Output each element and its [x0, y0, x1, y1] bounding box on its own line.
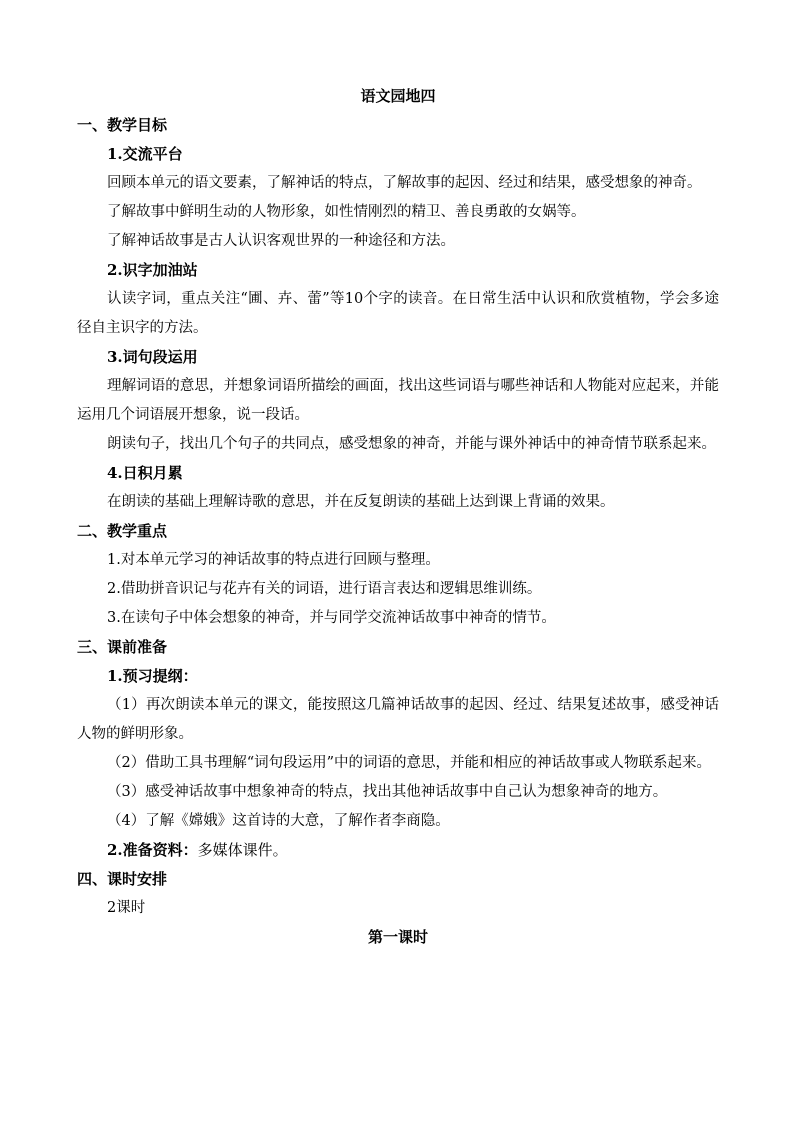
paragraph: 3.在读句子中体会想象的神奇，并与同学交流神话故事中神奇的情节。 — [107, 610, 556, 626]
section-heading: 一、教学目标 — [77, 116, 168, 134]
section-heading: 三、课前准备 — [77, 638, 168, 656]
paragraph: 1.对本单元学习的神话故事的特点进行回顾与整理。 — [107, 552, 440, 568]
paragraph: 认读字词，重点关注“圃、卉、蕾”等10个字的读音。在日常生活中认识和欣赏植物，学会多途径自主识字的方法。 — [77, 291, 719, 336]
paragraph: 2课时 — [107, 900, 146, 916]
subsection-heading: 1.预习提纲： — [107, 667, 198, 685]
paragraph: 了解神话故事是古人认识客观世界的一种途径和方法。 — [107, 233, 455, 249]
document-title: 语文园地四 — [360, 87, 436, 105]
paragraph: 2.借助拼音识记与花卉有关的词语，进行语言表达和逻辑思维训练。 — [107, 581, 542, 597]
materials-value: 多媒体课件。 — [197, 841, 288, 859]
subsection-heading: 2.识字加油站 — [107, 261, 198, 279]
section-heading: 四、课时安排 — [77, 870, 168, 888]
section-heading: 二、教学重点 — [77, 522, 168, 540]
subsection-heading: 4.日积月累 — [107, 464, 183, 482]
subsection-heading: 1.交流平台 — [107, 145, 183, 163]
paragraph: 在朗读的基础上理解诗歌的意思，并在反复朗读的基础上达到课上背诵的效果。 — [107, 494, 615, 510]
lesson-title: 第一课时 — [367, 928, 428, 946]
paragraph: 回顾本单元的语文要素，了解神话的特点，了解故事的起因、经过和结果，感受想象的神奇。 — [107, 175, 702, 191]
paragraph: 了解故事中鲜明生动的人物形象，如性情刚烈的精卫、善良勇敢的女娲等。 — [107, 204, 586, 220]
paragraph: 朗读句子，找出几个句子的共同点，感受想象的神奇，并能与课外神话中的神奇情节联系起来。 — [107, 436, 716, 452]
subsection-heading: 3.词句段运用 — [107, 348, 198, 366]
document-body — [77, 82, 719, 952]
paragraph: （2）借助工具书理解“词句段运用”中的词语的意思，并能和相应的神话故事或人物联系起来。 — [107, 755, 712, 771]
paragraph: （4）了解《嫦娥》这首诗的大意，了解作者李商隐。 — [107, 813, 450, 829]
paragraph: （1）再次朗读本单元的课文，能按照这几篇神话故事的起因、经过、结果复述故事，感受神话人物的鲜明形象。 — [77, 697, 719, 742]
paragraph: （3）感受神话故事中想象神奇的特点，找出其他神话故事中自己认为想象神奇的地方。 — [107, 784, 668, 800]
materials-line — [77, 836, 719, 865]
paragraph: 理解词语的意思，并想象词语所描绘的画面，找出这些词语与哪些神话和人物能对应起来，并能运用几个词语展开想象，说一段话。 — [77, 378, 719, 423]
materials-label: 2.准备资料： — [107, 841, 198, 859]
